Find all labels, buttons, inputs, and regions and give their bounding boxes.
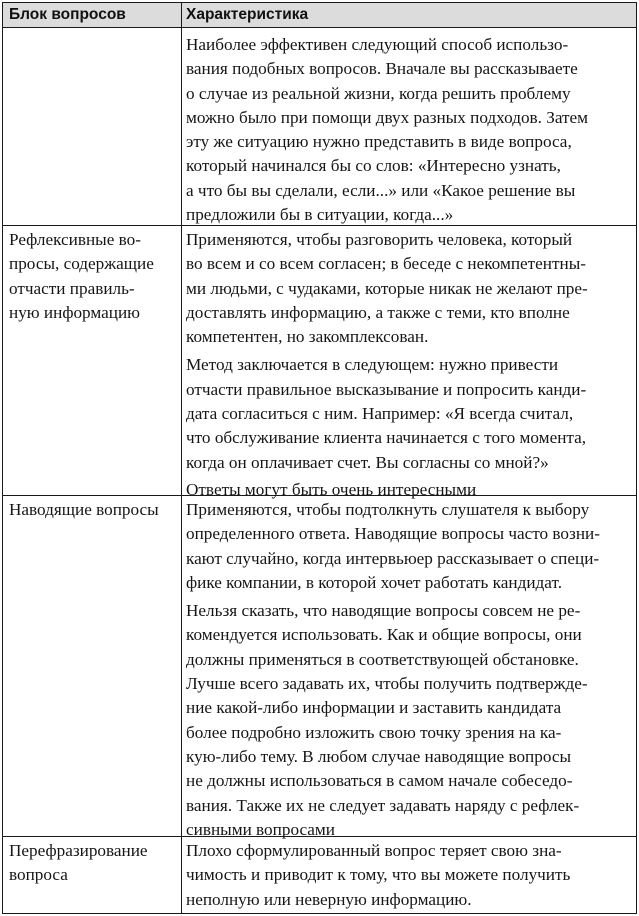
- text-line: Лучше всего задавать их, чтобы получить подтвержде-: [186, 674, 588, 694]
- characteristic-cell: [186, 839, 636, 912]
- text-line: ми людьми, с чудаками, которые никак не желают пре-: [186, 278, 588, 298]
- text-line: о случае из реальной жизни, когда решить проблему: [186, 83, 571, 103]
- text-line: должны применяться в соответствующей обстановке.: [186, 649, 579, 669]
- block-line: Рефлексивные во-: [9, 230, 141, 249]
- text-line: компетентен, но закомплексован.: [186, 327, 429, 347]
- text-line: кую-либо тему. В любом случае наводящие вопросы: [186, 746, 572, 766]
- info-table: [2, 2, 637, 914]
- block-line: ную информацию: [9, 302, 141, 322]
- text-line: определенного ответа. Наводящие вопросы часто возни-: [186, 524, 600, 544]
- text-line: вания подобных вопросов. Вначале вы рассказываете: [186, 59, 578, 79]
- text-line: Нельзя сказать, что наводящие вопросы совсем не ре-: [186, 601, 581, 621]
- characteristic-cell: [186, 498, 636, 842]
- block-cell: [9, 498, 177, 522]
- text-line: который начинался бы со слов: «Интересно узнать,: [186, 156, 561, 176]
- paragraph: [186, 228, 636, 349]
- text-line: сивными вопросами: [186, 819, 336, 839]
- text-line: кают случайно, когда интервьюер рассказывает о специ-: [186, 548, 600, 568]
- text-line: эту же ситуацию нужно представить в виде вопроса,: [186, 132, 572, 152]
- text-line: комендуется использовать. Как и общие вопросы, они: [186, 625, 582, 645]
- block-line: Наводящие вопросы: [9, 500, 159, 519]
- paragraph: [186, 33, 636, 227]
- text-line: доставлять информацию, а также с теми, кто вполне: [186, 302, 570, 322]
- block-cell: [9, 228, 177, 325]
- block-line: просы, содержащие: [9, 254, 154, 274]
- text-line: вания. Также их не следует задавать наряду с рефлек-: [186, 795, 580, 815]
- column-divider: [181, 3, 182, 913]
- text-line: фике компании, в которой хочет работать кандидат.: [186, 572, 562, 592]
- paragraph: [186, 599, 636, 842]
- text-line: ние какой-либо информации и заставить кандидата: [186, 698, 562, 718]
- text-line: отчасти правильное высказывание и попросить канди-: [186, 379, 587, 399]
- text-line: не должны использоваться в самом начале собеседо-: [186, 771, 573, 791]
- text-line: что обслуживание клиента начинается с того момента,: [186, 428, 587, 448]
- text-line: а что бы вы сделали, если...» или «Какое решение вы: [186, 180, 576, 200]
- text-line: Применяются, чтобы подтолкнуть слушателя к выбору: [186, 500, 590, 519]
- header-block: Блок вопросов: [9, 6, 126, 23]
- text-line: Применяются, чтобы разговорить человека, который: [186, 230, 573, 249]
- text-line: более подробно изложить свою точку зрения на ка-: [186, 722, 562, 742]
- block-line: вопроса: [9, 865, 68, 885]
- block-line: отчасти правиль-: [9, 278, 135, 298]
- text-line: неполную или неверную информацию.: [186, 889, 472, 909]
- text-line: Наиболее эффективен следующий способ использо-: [186, 35, 569, 54]
- table-header: [3, 3, 636, 28]
- text-line: чимость и приводит к тому, что вы можете получить: [186, 865, 571, 885]
- text-line: дата согласиться с ним. Например: «Я всегда считал,: [186, 404, 574, 424]
- text-line: Метод заключается в следующем: нужно привести: [186, 355, 559, 375]
- paragraph: [186, 353, 636, 474]
- text-line: можно было при помощи двух разных подходов. Затем: [186, 107, 589, 127]
- text-line: предложили бы в ситуации, когда...»: [186, 205, 454, 225]
- characteristic-cell: [186, 228, 636, 502]
- block-line: Перефразирование: [9, 841, 148, 860]
- text-line: Плохо сформулированный вопрос теряет свою зна-: [186, 841, 562, 860]
- block-cell: [9, 839, 177, 888]
- text-line: Ответы могут быть очень интересными: [186, 479, 477, 499]
- text-line: во всем и со всем согласен; в беседе с некомпетентны-: [186, 254, 586, 274]
- characteristic-cell: [186, 33, 636, 227]
- header-characteristic: Характеристика: [186, 6, 309, 23]
- text-line: когда он оплачивает счет. Вы согласны со мной?»: [186, 452, 549, 472]
- paragraph: [186, 839, 636, 912]
- paragraph: [186, 498, 636, 595]
